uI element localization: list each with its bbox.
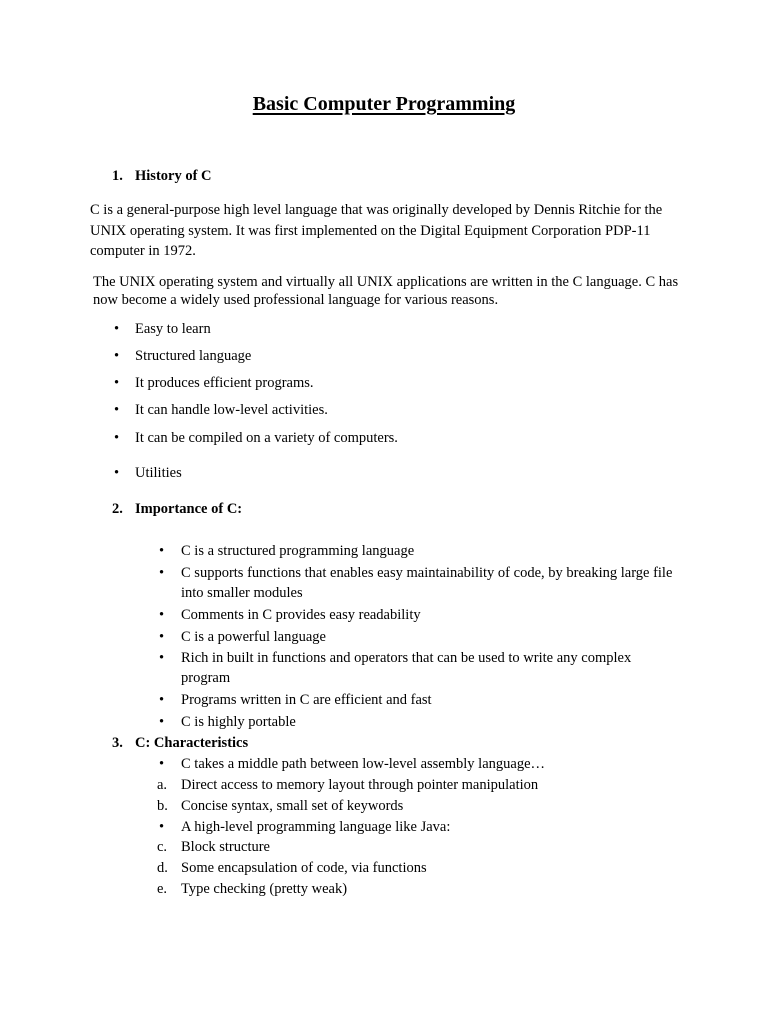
section-title: History of C <box>135 168 212 184</box>
list-marker: a. <box>157 777 168 793</box>
list-marker: e. <box>157 881 168 897</box>
section-heading-characteristics <box>112 733 248 753</box>
bullet-icon: • <box>159 692 165 708</box>
list-item: • C is a powerful language <box>159 629 326 645</box>
section-title: C: Characteristics <box>135 735 249 751</box>
bullet-icon: • <box>159 819 165 835</box>
section-number: 3. <box>112 735 123 751</box>
list-item: • C supports functions that enables easy maintainability of code, by breaking large file into smaller modules <box>159 565 673 601</box>
bullet-icon: • <box>114 402 120 418</box>
list-marker: d. <box>157 860 168 876</box>
list-item: c. Block structure <box>157 839 270 855</box>
bullet-icon: • <box>114 465 120 481</box>
paragraph-unix: The UNIX operating system and virtually all UNIX applications are written in the C language. C has now become a widely used professional language for various reasons. <box>93 274 679 308</box>
bullet-icon: • <box>159 565 165 581</box>
bullet-icon: • <box>114 375 120 391</box>
bullet-icon: • <box>159 629 165 645</box>
list-item: • Utilities <box>114 465 182 481</box>
list-item: • It can be compiled on a variety of computers. <box>114 430 398 446</box>
section-heading-importance <box>112 499 242 519</box>
list-item: e. Type checking (pretty weak) <box>157 881 348 897</box>
list-item: • Comments in C provides easy readability <box>159 607 421 623</box>
bullet-icon: • <box>114 348 120 364</box>
list-item: • C is a structured programming language <box>159 543 415 559</box>
bullet-icon: • <box>159 543 165 559</box>
section-title: Importance of C: <box>135 501 243 517</box>
bullet-icon: • <box>159 650 165 666</box>
list-item: • Programs written in C are efficient and fast <box>159 692 432 708</box>
list-marker: b. <box>157 798 168 814</box>
list-item: • C is highly portable <box>159 714 296 730</box>
list-item: • Rich in built in functions and operators that can be used to write any complex program <box>159 650 632 686</box>
list-item: • Easy to learn <box>114 321 211 337</box>
paragraph-history-intro: C is a general-purpose high level language that was originally developed by Dennis Ritchie for the UNIX operating system. It was first implemented on the Digital Equipment Corporation PDP-11 computer in 1972. <box>90 202 663 259</box>
section-heading-history <box>112 166 212 186</box>
bullet-icon: • <box>159 756 165 772</box>
list-item: • A high-level programming language like Java: <box>159 819 451 835</box>
document-title: Basic Computer Programming <box>252 93 516 115</box>
bullet-icon: • <box>114 321 120 337</box>
list-marker: c. <box>157 839 168 855</box>
section-number: 1. <box>112 168 123 184</box>
list-item: • Structured language <box>114 348 252 364</box>
list-item: • C takes a middle path between low-level assembly language… <box>159 756 546 772</box>
bullet-icon: • <box>159 714 165 730</box>
bullet-icon: • <box>159 607 165 623</box>
list-item: a. Direct access to memory layout through pointer manipulation <box>157 777 539 793</box>
list-item: b. Concise syntax, small set of keywords <box>157 798 404 814</box>
list-item: • It produces efficient programs. <box>114 375 314 391</box>
list-item: d. Some encapsulation of code, via functions <box>157 860 427 876</box>
bullet-icon: • <box>114 430 120 446</box>
section-number: 2. <box>112 501 123 517</box>
list-item: • It can handle low-level activities. <box>114 402 328 418</box>
